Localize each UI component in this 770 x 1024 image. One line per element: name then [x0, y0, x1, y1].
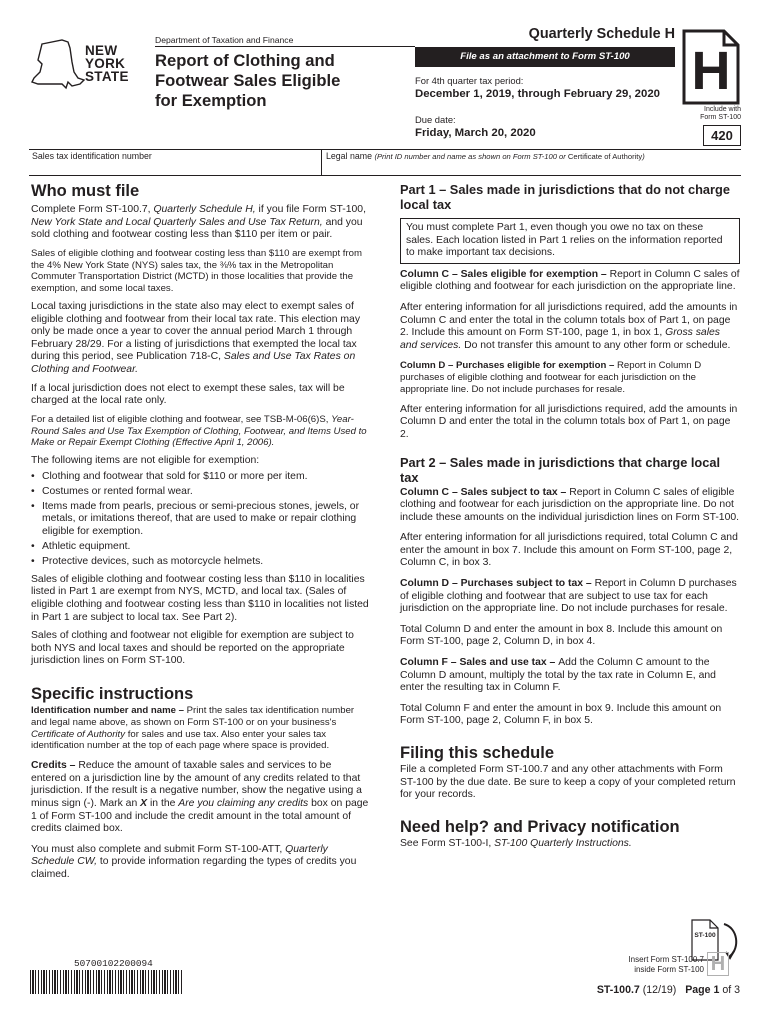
filing-paragraph: File a completed Form ST-100.7 and any other attachments with Form ST-100 by the due date. Be sure to keep a copy of your completed return for your records. [400, 764, 736, 801]
title-line-3: for Exemption [155, 91, 267, 110]
period-label: For 4th quarter tax period: [415, 75, 524, 86]
spec-p1-a: Identification number and name – [31, 705, 187, 717]
title-rule [155, 46, 415, 47]
legal-name-hint [374, 152, 644, 161]
id-row [29, 149, 741, 176]
part-1-column-c [400, 269, 740, 294]
who-paragraph-6: Sales of eligible clothing and footwear costing less than $110 in localities listed in Part 1 are exempt from NYS, MCTD, and local tax. (Sales of eligible clothing and footwear costing less than $110 in localities not listed in Part 1 are subject to local tax. See Part 2). [31, 573, 369, 623]
who-p3-b: Sales and Use Tax Rates on Clothing and Footwear. [31, 351, 356, 375]
p1-cold-a: Column D – Purchases eligible for exemption – [400, 360, 617, 372]
p2-colf-a: Column F – Sales and use tax – [400, 657, 559, 669]
spec-p2-b: Reduce the amount of taxable sales and services to be entered on a jurisdiction line by the amount of any credits related to that jurisdiction. If the result is a negative number, show the negative using a minus sign (-). Mark an [31, 760, 362, 809]
barcode-number: 50700102200094 [74, 958, 153, 969]
part-1-after-column-c [400, 302, 740, 352]
schedule-letter: H [691, 41, 731, 101]
schedule-title: Quarterly Schedule H [528, 26, 675, 42]
form-code-box [703, 125, 741, 146]
spec-p3-a: You must also complete and submit Form ST-100-ATT, [31, 843, 286, 855]
who-p3-a: Local taxing jurisdictions in the state also may elect to exempt sales of eligible clothing and footwear from their local tax rate. This election may only be made once a year to cover the annual period March 1 through February 28/29. For a listing of jurisdictions that exempted the local tax during this period, see Publication 718-C, [31, 300, 361, 363]
part-2-column-d [400, 578, 740, 616]
part-2-column-f [400, 657, 740, 695]
sales-tax-id-field[interactable] [29, 150, 322, 176]
spec-p1-b: Print the sales tax identification number and legal name above, as shown on Form ST-100 or on your business's [31, 705, 355, 728]
who-p1-d: New York State and Local Quarterly Sales and Use Tax Return, [31, 216, 323, 228]
help-p-a: See Form ST-100-I, [400, 837, 495, 849]
who-paragraph-1 [31, 204, 369, 242]
new-york-state-map-icon [28, 38, 86, 98]
include-note-line-1: Include with [704, 106, 741, 113]
period-value: December 1, 2019, through February 29, 2020 [415, 88, 661, 100]
due-date-value: Friday, March 20, 2020 [415, 127, 536, 139]
not-eligible-intro: The following items are not eligible for exemption: [31, 455, 260, 467]
part-2-column-c [400, 487, 740, 525]
attachment-banner [415, 47, 675, 67]
list-item: • Costumes or rented formal wear. [31, 486, 369, 499]
insert-note [598, 955, 704, 975]
list-item: • Clothing and footwear that sold for $110 or more per item. [31, 471, 369, 484]
who-paragraph-4: If a local jurisdiction does not elect to exempt these sales, tax will be charged at the local rate only. [31, 382, 345, 407]
department-name: Department of Taxation and Finance [155, 35, 294, 45]
attachment-note: File as an attachment to Form ST-100 [460, 51, 630, 62]
legal-name-hint-a: (Print ID number and name as shown on Form ST-100 or [374, 152, 566, 161]
right-column [400, 182, 740, 850]
insert-note-line-1: Insert Form ST-100.7 [628, 955, 704, 964]
insert-letter: H [710, 953, 726, 975]
revision: (12/19) [642, 984, 677, 996]
page-word: Page [685, 984, 711, 996]
p1-colc-b: Report in Column C sales of eligible clothing and footwear for each jurisdiction on the appropriate line. [400, 268, 740, 293]
form-footer-id [520, 984, 740, 996]
p2-colc-b: Report in Column C sales of eligible clothing and footwear for each jurisdiction on the appropriate line. Do not include these amounts on the individual jurisdiction lines on Form ST-100. [400, 486, 740, 523]
list-item: • Protective devices, such as motorcycle helmets. [31, 556, 369, 569]
who-paragraph-7: Sales of clothing and footwear not eligible for exemption are subject to both NYS and local taxes and should be reported on the appropriate jurisdiction lines on Form ST-100. [31, 630, 354, 667]
who-p1-e: and you sold clothing and footwear costing less than $110 per item or pair. [31, 216, 363, 241]
list-item: • Items made from pearls, precious or semi-precious stones, jewels, or metals, or imitations thereof, that are used to make or repair clothing eligible for exemption. [31, 501, 369, 539]
page-number: 1 [713, 984, 720, 996]
spec-p2-f: box on page 1 of Form ST-100 and include the credit amount in the total amount of credits claimed box. [31, 797, 369, 835]
spec-p3-b: Quarterly Schedule CW, [31, 843, 328, 868]
spec-p2-a: Credits – [31, 760, 79, 772]
spec-p2-c: X [140, 797, 148, 809]
p1-colc-a: Column C – Sales eligible for exemption – [400, 268, 610, 280]
legal-name-field[interactable] [326, 150, 741, 176]
part-1-after-column-d: After entering information for all jurisdictions required, add the amounts in Column D and enter the total in the column totals box of Part 1, on page 2. [400, 403, 738, 440]
form-title [155, 51, 340, 111]
title-line-1: Report of Clothing and [155, 51, 335, 70]
spec-p2-d: in the [147, 797, 179, 809]
specific-instructions-heading: Specific instructions [31, 685, 194, 704]
logo-line-1: NEW [85, 43, 118, 58]
who-paragraph-2: Sales of eligible clothing and footwear costing less than $110 are exempt from the 4% New York State (NYS) sales tax, the ⅜% tax in the Metropolitan Commuter Transportation District (MCTD) in those localities that provide the exemption, and some local taxes. [31, 247, 362, 295]
schedule-h-document-icon [682, 29, 740, 105]
logo-line-2: YORK [85, 56, 126, 71]
legal-name-label: Legal name [326, 151, 372, 161]
help-paragraph [400, 838, 740, 851]
not-eligible-list [31, 471, 369, 569]
part-1-notice-box: You must complete Part 1, even though you owe no tax on these sales. Each location listed in Part 1 relies on the information reported to make important tax decisions. [400, 218, 740, 264]
sales-tax-id-label: Sales tax identification number [32, 151, 152, 161]
title-line-2: Footwear Sales Eligible [155, 71, 341, 90]
spec-p1-d: for sales and use tax. Also enter your sales tax identification number at the top of each page where space is provided. [31, 728, 330, 752]
list-item: • Athletic equipment. [31, 541, 369, 554]
who-p1-c: if you file Form ST-100, [255, 204, 366, 215]
p1-after-c-a: After entering information for all jurisdictions required, add the amounts in Column C and enter the total in the column totals box of Part 1, on page 2. Include this amount on Form ST-100, page 1, in box 1, [400, 301, 738, 339]
spec-p1-c: Certificate of Authority [31, 728, 126, 740]
form-code: 420 [711, 128, 733, 143]
part-1-heading: Part 1 – Sales made in jurisdictions that do not charge local tax [400, 182, 730, 212]
who-p5-a: For a detailed list of eligible clothing and footwear, see TSB-M-06(6)S, [31, 413, 332, 425]
part-2-after-column-f: Total Column F and enter the amount in box 9. Include this amount on Form ST-100, page 2, Column F, in box 5. [400, 702, 722, 727]
who-paragraph-3 [31, 301, 369, 377]
p2-colf-b: Add the Column C amount to the Column D amount, multiply the total by the tax rate in Column E, and enter the resulting tax in Column F. [400, 657, 716, 694]
left-column [31, 182, 369, 888]
help-p-b: ST-100 Quarterly Instructions. [494, 837, 632, 849]
who-must-file-heading: Who must file [31, 182, 140, 200]
filing-heading: Filing this schedule [400, 744, 555, 763]
insert-icon-label: ST-100 [694, 932, 716, 939]
spec-p2-e: Are you claiming any credits [178, 797, 309, 809]
who-p1-a: Complete Form ST-100.7, [31, 204, 154, 215]
part-1-column-d [400, 360, 740, 395]
insert-note-line-2: inside Form ST-100 [634, 965, 704, 974]
who-p1-b: Quarterly Schedule H, [153, 204, 256, 215]
include-note-line-2: Form ST-100 [700, 114, 741, 121]
logo-line-3: STATE [85, 69, 129, 84]
p2-cold-b: Report in Column D purchases of eligible clothing and footwear that are subject to use tax for each jurisdiction on the appropriate line. Do not include purchases for resale. [400, 578, 737, 615]
spec-paragraph-1 [31, 705, 369, 752]
form-id: ST-100.7 [596, 984, 640, 996]
p2-colc-a: Column C – Sales subject to tax – [400, 486, 570, 498]
spec-p3-c: to provide information regarding the types of credits you claimed. [31, 856, 357, 880]
help-heading: Need help? and Privacy notification [400, 817, 680, 836]
who-p5-b: Year-Round Sales and Use Tax Exemption of Clothing, Footwear, and Items Used to Make or Repair Exempt Clothing (Effective April 1, 2006). [31, 413, 367, 449]
barcode [30, 970, 183, 994]
nys-logo [28, 36, 148, 100]
insert-letter-box [707, 952, 729, 976]
part-2-after-column-d: Total Column D and enter the amount in box 8. Include this amount on Form ST-100, page 2, Column D, in box 4. [400, 623, 723, 648]
part-2-heading: Part 2 – Sales made in jurisdictions that charge local tax [400, 454, 721, 485]
p1-cold-b: Report in Column D purchases of eligible clothing and footwear for each jurisdiction on the appropriate line. Do not include purchases for resale. [400, 360, 702, 395]
who-paragraph-5 [31, 414, 369, 449]
due-date-label: Due date: [415, 114, 456, 125]
p1-after-c-c: Do not transfer this amount to any other form or schedule. [461, 339, 731, 351]
page-of: of 3 [722, 984, 740, 996]
legal-name-hint-b: Certificate of Authority [567, 152, 643, 161]
legal-name-hint-c: ) [642, 152, 645, 161]
part-2-after-column-c: After entering information for all jurisdictions required, total Column C and enter the amount in box 7. Include this amount on Form ST-100, page 2, Column C, in box 3. [400, 532, 738, 569]
p1-after-c-b: Gross sales and services. [400, 327, 720, 351]
include-note [685, 106, 741, 122]
spec-paragraph-2 [31, 760, 369, 836]
spec-paragraph-3 [31, 844, 369, 882]
p2-cold-a: Column D – Purchases subject to tax – [400, 578, 595, 590]
